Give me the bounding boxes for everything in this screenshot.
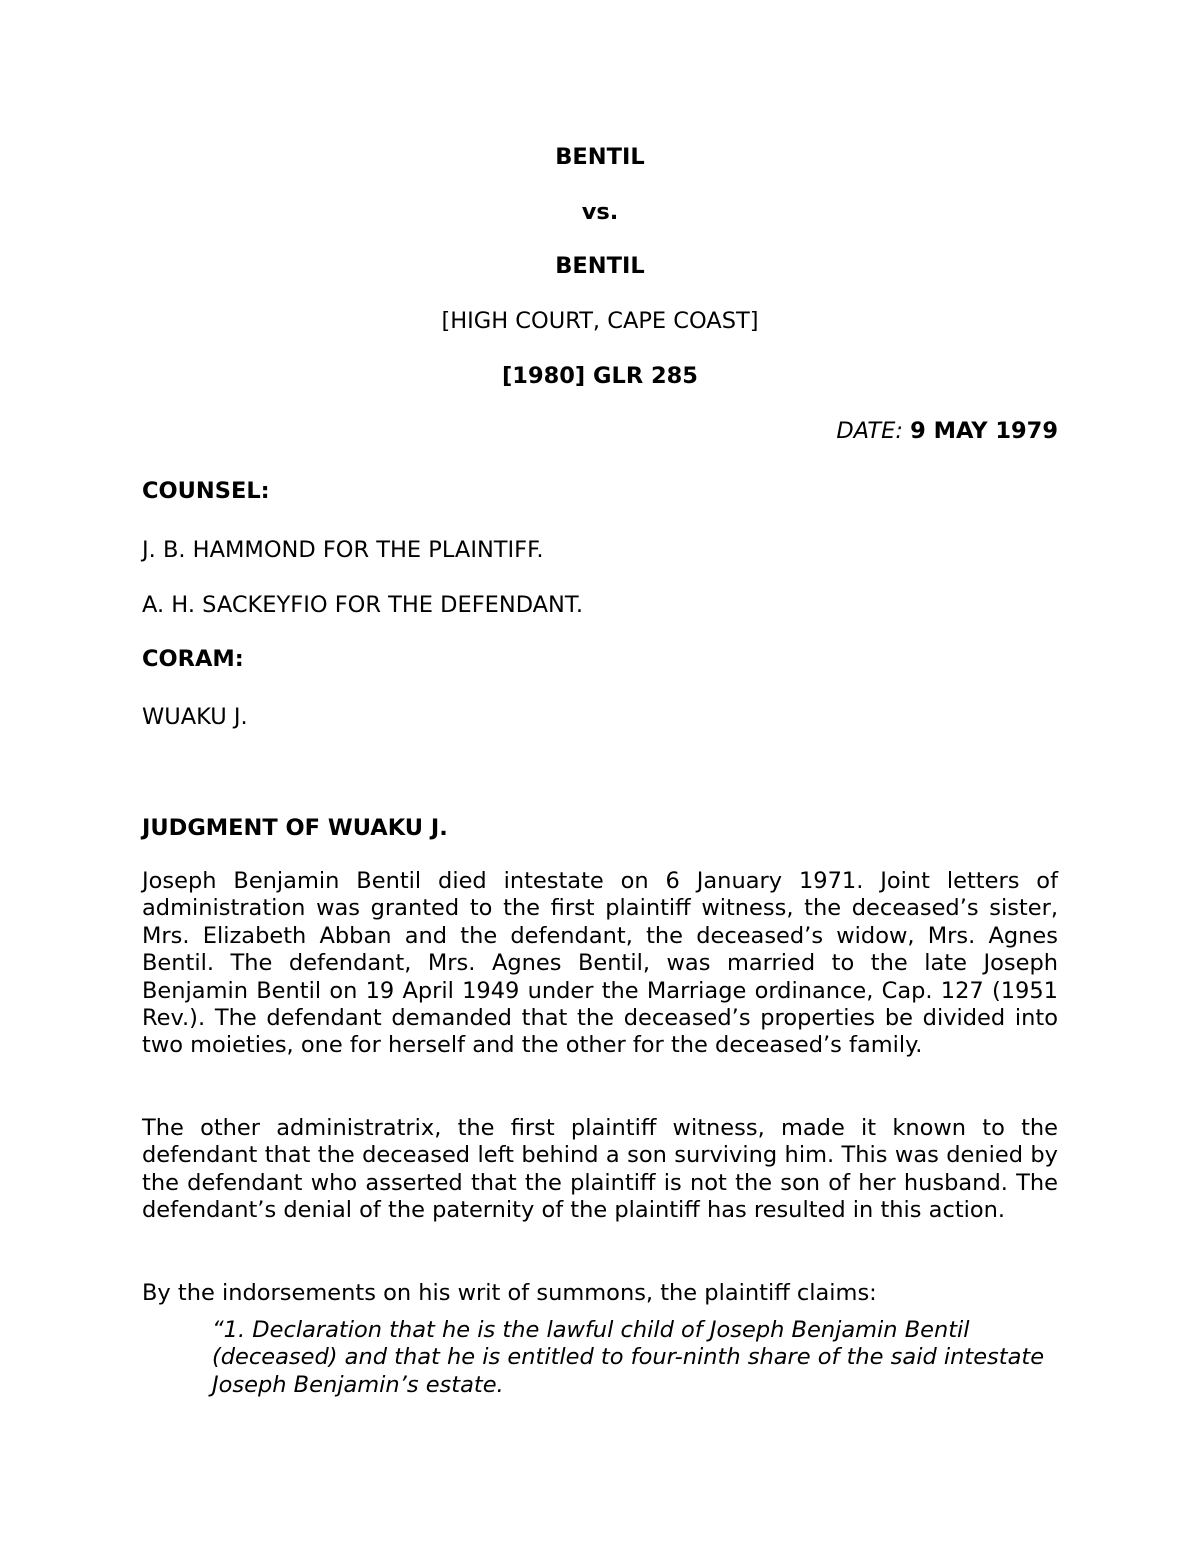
coram-judge: WUAKU J.	[142, 704, 248, 730]
judgment-heading: JUDGMENT OF WUAKU J.	[142, 815, 448, 841]
judgment-paragraph-1: Joseph Benjamin Bentil died intestate on 6 January 1971. Joint letters of administration was granted to the first plaintiff witness, the deceased’s sister, Mrs. Elizabeth Abban and the defendant, the deceased’s widow, Mrs. Agnes Bentil. The defendant, Mrs. Agnes Bentil, was married to the late Joseph Benjamin Bentil on 19 April 1949 under the Marriage ordinance, Cap. 127 (1951 Rev.). The defendant demanded that the deceased’s properties be divided into two moieties, one for herself and the other for the deceased’s family.	[142, 868, 1058, 1059]
judgment-date	[836, 420, 1058, 443]
coram-heading: CORAM:	[142, 646, 244, 672]
counsel-plaintiff: J. B. HAMMOND FOR THE PLAINTIFF.	[142, 537, 544, 563]
party-one: BENTIL	[555, 144, 645, 170]
judgment-paragraph-2: The other administratrix, the first plaintiff witness, made it known to the defendant that the deceased left behind a son surviving him. This was denied by the defendant who asserted that the plaintiff is not the son of her husband. The defendant’s denial of the paternity of the plaintiff has resulted in this action.	[142, 1115, 1058, 1224]
case-citation: [1980] GLR 285	[502, 363, 698, 389]
date-value: 9 MAY 1979	[910, 418, 1058, 444]
date-label: DATE:	[836, 418, 903, 444]
claim-quote-1: “1. Declaration that he is the lawful child of Joseph Benjamin Bentil (deceased) and that he is entitled to four-ninth share of the said intestate Joseph Benjamin’s estate.	[212, 1317, 1045, 1398]
party-two: BENTIL	[555, 253, 645, 279]
judgment-paragraph-3: By the indorsements on his writ of summons, the plaintiff claims:	[142, 1280, 877, 1306]
court-name: [HIGH COURT, CAPE COAST]	[441, 308, 759, 334]
counsel-heading: COUNSEL:	[142, 478, 270, 504]
versus: vs.	[581, 199, 619, 225]
counsel-defendant: A. H. SACKEYFIO FOR THE DEFENDANT.	[142, 592, 584, 618]
